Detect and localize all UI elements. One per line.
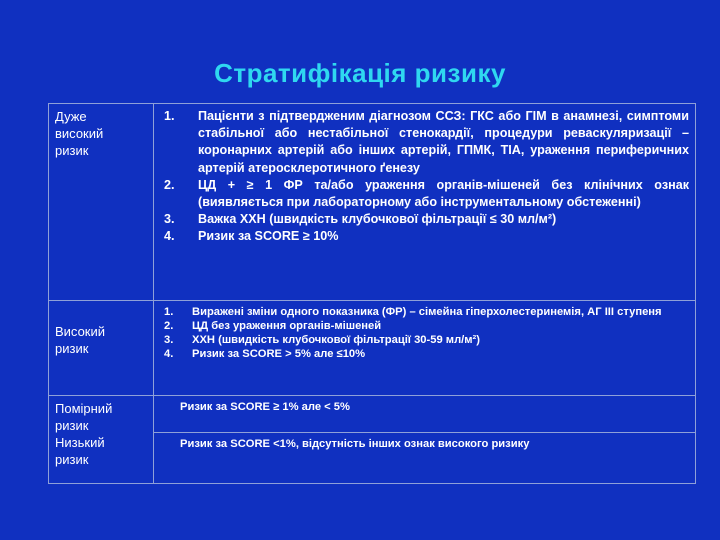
item-text: Важка ХХН (швидкість клубочкової фільтрації ≤ 30 мл/м²) <box>198 212 557 227</box>
item-number: 4. <box>164 229 175 244</box>
item-text: ХХН (швидкість клубочкової фільтрації 30-59 мл/м²) <box>192 334 481 346</box>
category-label: ризик <box>55 452 89 467</box>
list-item <box>160 319 689 333</box>
list-item <box>160 108 689 177</box>
item-number: 2. <box>164 320 174 332</box>
category-label: Дуже <box>55 109 87 124</box>
item-text: ЦД + ≥ 1 ФР та/або ураження органів-мішеней без клінічних ознак (виявляється при лабораторному або інструментальному обстеженні) <box>198 177 689 210</box>
item-number: 3. <box>164 334 174 346</box>
category-label: ризик <box>55 341 89 356</box>
item-number: 3. <box>164 212 175 227</box>
risk-stratification-table <box>48 103 696 484</box>
table-row-moderate-risk <box>49 396 696 433</box>
category-cell <box>49 301 154 396</box>
list-item <box>160 211 689 228</box>
criteria-list <box>160 305 689 361</box>
item-number: 1. <box>164 109 175 123</box>
criteria-list <box>160 108 689 246</box>
item-text: Ризик за SCORE > 5% але ≤10% <box>192 348 366 360</box>
category-label: ризик <box>55 143 89 158</box>
category-cell <box>49 396 154 484</box>
criteria-text: Ризик за SCORE ≥ 1% але < 5% <box>180 401 350 413</box>
item-text: Пацієнти з підтвердженим діагнозом ССЗ: ГКС або ГІМ в анамнезі, симптоми стабільної або нестабільної стенокардії, процедури реваскуляризації – коронарних артерій або інших артерій, ГПМК, ТІА, ураження периферичних артерій атеросклеротичного ґенезу <box>198 109 689 175</box>
item-number: 1. <box>164 306 174 318</box>
list-item <box>160 347 689 361</box>
list-item <box>160 228 689 245</box>
item-number: 2. <box>164 177 175 192</box>
table-row-high-risk <box>49 301 696 396</box>
item-text: Ризик за SCORE ≥ 10% <box>198 229 339 244</box>
list-item <box>160 305 689 319</box>
criteria-text: Ризик за SCORE <1%, відсутність інших ознак високого ризику <box>180 438 530 450</box>
criteria-cell <box>154 301 696 396</box>
list-item <box>160 333 689 347</box>
category-label: Низький <box>55 435 105 450</box>
category-label: високий <box>55 126 104 141</box>
criteria-cell <box>154 396 696 433</box>
category-cell <box>49 104 154 301</box>
item-text: Виражені зміни одного показника (ФР) – сімейна гіперхолестеринемія, АГ III ступеня <box>192 306 662 318</box>
table-row-very-high-risk <box>49 104 696 301</box>
item-text: ЦД без ураження органів-мішеней <box>192 320 382 332</box>
criteria-cell <box>154 104 696 301</box>
category-label: ризик <box>55 418 89 433</box>
list-item <box>160 177 689 211</box>
slide-title: Стратифікація ризику <box>214 58 506 88</box>
category-label: Високий <box>55 324 106 339</box>
criteria-cell <box>154 433 696 484</box>
item-number: 4. <box>164 348 174 360</box>
category-label: Помірний <box>55 401 113 416</box>
